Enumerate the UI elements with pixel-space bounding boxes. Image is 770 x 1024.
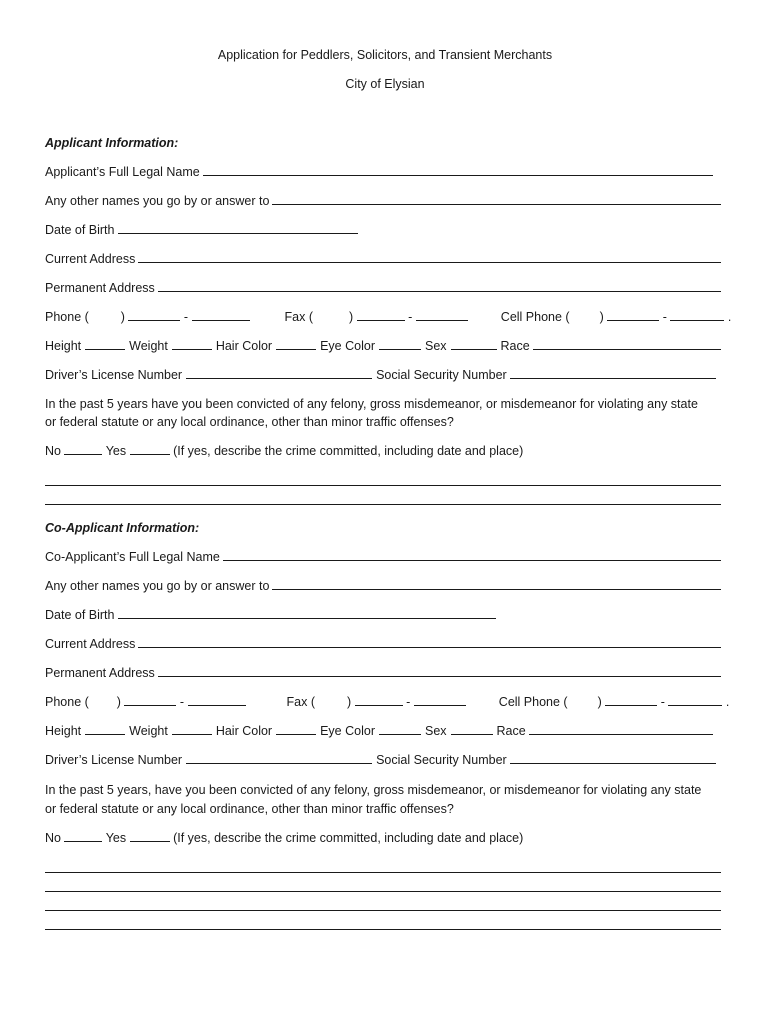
cell-line-field[interactable]: [670, 309, 724, 321]
eye-field[interactable]: [379, 338, 421, 350]
race-label: Race: [500, 339, 530, 353]
co-full-name-label: Co-Applicant’s Full Legal Name: [45, 550, 220, 564]
co-current-address-field[interactable]: [138, 636, 721, 648]
phone-line-field[interactable]: [192, 309, 250, 321]
co-phone-label: Phone (: [45, 695, 89, 709]
paren: ): [116, 695, 121, 709]
weight-field[interactable]: [172, 338, 212, 350]
if-yes-instructions: (If yes, describe the crime committed, including date and place): [173, 444, 524, 458]
co-height-label: Height: [45, 724, 82, 738]
dash: -: [660, 695, 665, 709]
co-phone-line-field[interactable]: [188, 694, 246, 706]
co-dob-label: Date of Birth: [45, 608, 115, 622]
fax-prefix-field[interactable]: [357, 309, 405, 321]
no-label: No: [45, 444, 61, 458]
no-field[interactable]: [64, 443, 102, 455]
dob-field[interactable]: [118, 222, 358, 234]
co-conviction-question-line1: In the past 5 years, have you been convicted of any felony, gross misdemeanor, or misdemeanor for violating any state: [45, 783, 702, 797]
form-title: Application for Peddlers, Solicitors, and Transient Merchants: [217, 48, 553, 62]
co-other-names-label: Any other names you go by or answer to: [45, 579, 270, 593]
paren: ): [599, 310, 604, 324]
permanent-address-field[interactable]: [158, 280, 721, 292]
yes-label: Yes: [105, 444, 127, 458]
co-other-names-field[interactable]: [272, 578, 721, 590]
co-conviction-question-line2: or federal statute or any local ordinance, other than minor traffic offenses?: [45, 802, 454, 816]
description-line-1[interactable]: [45, 485, 721, 486]
co-description-line-4[interactable]: [45, 929, 721, 930]
co-no-field[interactable]: [64, 830, 102, 842]
co-hair-label: Hair Color: [215, 724, 273, 738]
co-hair-field[interactable]: [276, 723, 316, 735]
yes-field[interactable]: [130, 443, 170, 455]
co-fax-label: Fax (: [286, 695, 316, 709]
current-address-label: Current Address: [45, 252, 136, 266]
cell-label: Cell Phone (: [500, 310, 570, 324]
dl-field[interactable]: [186, 367, 372, 379]
cell-prefix-field[interactable]: [607, 309, 659, 321]
co-sex-label: Sex: [424, 724, 447, 738]
co-current-address-label: Current Address: [45, 637, 136, 651]
hair-label: Hair Color: [215, 339, 273, 353]
description-line-2[interactable]: [45, 504, 721, 505]
paren: ): [347, 695, 352, 709]
co-no-label: No: [45, 831, 61, 845]
other-names-label: Any other names you go by or answer to: [45, 194, 270, 208]
phone-label: Phone (: [45, 310, 89, 324]
co-cell-label: Cell Phone (: [498, 695, 568, 709]
dash: -: [408, 310, 413, 324]
co-if-yes-instructions: (If yes, describe the crime committed, including date and place): [173, 831, 524, 845]
ssn-field[interactable]: [510, 367, 716, 379]
co-sex-field[interactable]: [451, 723, 493, 735]
co-description-line-1[interactable]: [45, 872, 721, 873]
full-name-label: Applicant’s Full Legal Name: [45, 165, 200, 179]
paren: ): [597, 695, 602, 709]
co-race-field[interactable]: [529, 723, 713, 735]
co-dl-label: Driver’s License Number: [45, 753, 183, 767]
height-label: Height: [45, 339, 82, 353]
co-cell-line-field[interactable]: [668, 694, 722, 706]
co-ssn-label: Social Security Number: [376, 753, 507, 767]
ssn-label: Social Security Number: [376, 368, 507, 382]
conviction-question-line2: or federal statute or any local ordinance, other than minor traffic offenses?: [45, 415, 454, 429]
applicant-section-header: Applicant Information:: [45, 136, 179, 150]
co-weight-label: Weight: [129, 724, 168, 738]
dash: -: [662, 310, 667, 324]
dash: -: [183, 310, 189, 324]
sex-label: Sex: [424, 339, 447, 353]
co-yes-label: Yes: [105, 831, 127, 845]
co-yes-field[interactable]: [130, 830, 170, 842]
co-fax-line-field[interactable]: [414, 694, 466, 706]
full-name-field[interactable]: [203, 164, 713, 176]
fax-line-field[interactable]: [416, 309, 468, 321]
period: .: [727, 310, 732, 324]
co-cell-prefix-field[interactable]: [605, 694, 657, 706]
co-fax-prefix-field[interactable]: [355, 694, 403, 706]
race-field[interactable]: [533, 338, 721, 350]
co-weight-field[interactable]: [172, 723, 212, 735]
sex-field[interactable]: [451, 338, 497, 350]
co-dob-field[interactable]: [118, 607, 496, 619]
co-full-name-field[interactable]: [223, 549, 721, 561]
eye-label: Eye Color: [320, 339, 375, 353]
permanent-address-label: Permanent Address: [45, 281, 155, 295]
dob-label: Date of Birth: [45, 223, 115, 237]
co-height-field[interactable]: [85, 723, 125, 735]
other-names-field[interactable]: [272, 193, 721, 205]
co-applicant-section-header: Co-Applicant Information:: [45, 521, 200, 535]
dash: -: [406, 695, 411, 709]
hair-field[interactable]: [276, 338, 316, 350]
co-eye-field[interactable]: [379, 723, 421, 735]
phone-prefix-field[interactable]: [128, 309, 180, 321]
co-permanent-address-label: Permanent Address: [45, 666, 155, 680]
co-race-label: Race: [496, 724, 526, 738]
co-permanent-address-field[interactable]: [158, 665, 721, 677]
fax-label: Fax (: [284, 310, 314, 324]
current-address-field[interactable]: [138, 251, 721, 263]
co-description-line-3[interactable]: [45, 910, 721, 911]
co-eye-label: Eye Color: [320, 724, 375, 738]
co-phone-prefix-field[interactable]: [124, 694, 176, 706]
city-name: City of Elysian: [345, 77, 425, 91]
co-dl-field[interactable]: [186, 752, 372, 764]
dl-label: Driver’s License Number: [45, 368, 183, 382]
paren: ): [120, 310, 125, 324]
co-ssn-field[interactable]: [510, 752, 716, 764]
paren: ): [349, 310, 354, 324]
height-field[interactable]: [85, 338, 125, 350]
conviction-question-line1: In the past 5 years have you been convicted of any felony, gross misdemeanor, or misdemeanor for violating any state: [45, 397, 698, 411]
period: .: [725, 695, 730, 709]
co-description-line-2[interactable]: [45, 891, 721, 892]
dash: -: [179, 695, 185, 709]
weight-label: Weight: [129, 339, 168, 353]
